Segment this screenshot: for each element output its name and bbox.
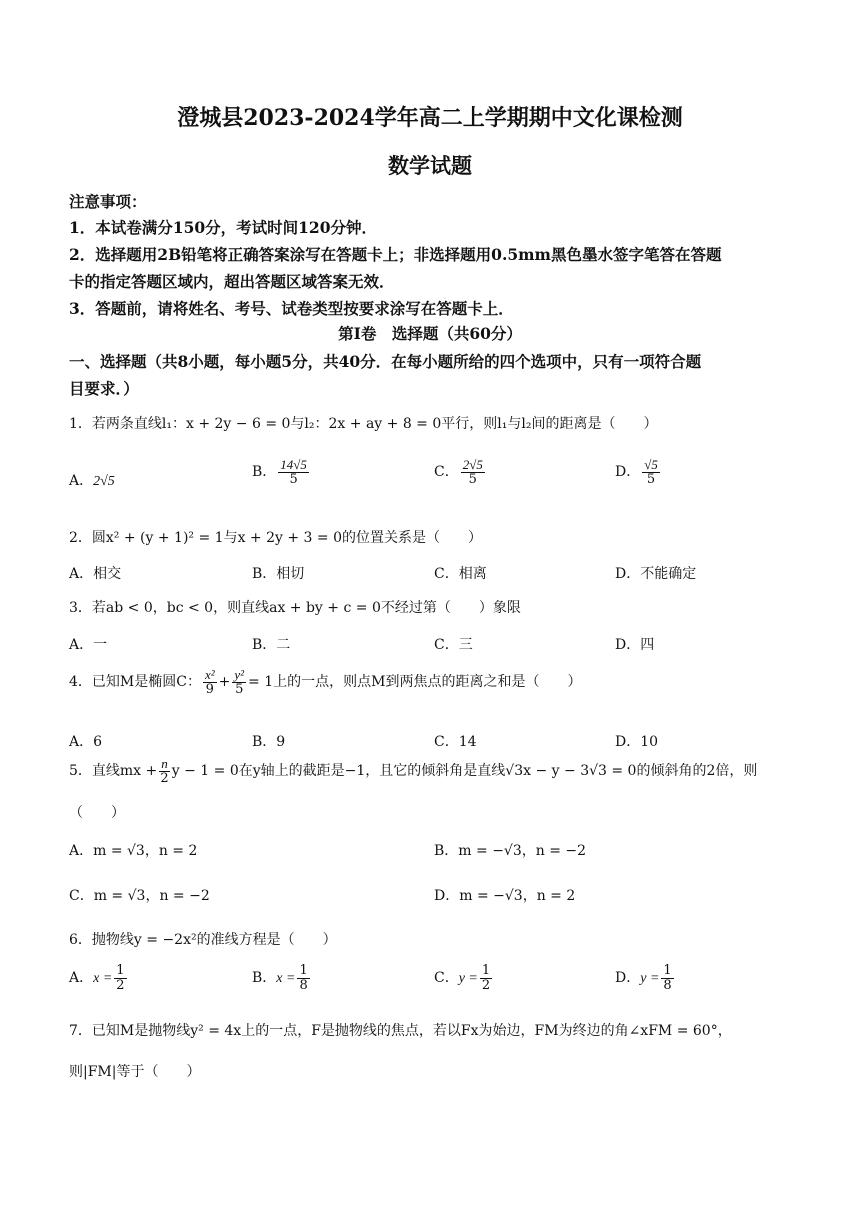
question-5-text xyxy=(69,757,757,785)
q4-suffix: = 1上的一点，则点M到两焦点的距离之和是（ ） xyxy=(248,674,582,691)
exam-subtitle: 数学试题 xyxy=(388,153,472,178)
q4-fraction-y xyxy=(232,668,246,696)
q3-option-c: C．三 xyxy=(434,637,473,653)
q5-fraction xyxy=(159,757,170,785)
q2-option-b: B．相切 xyxy=(252,566,305,582)
q6-c-label: C． xyxy=(434,970,459,987)
q6-option-d xyxy=(615,964,676,992)
q6-d-label: D． xyxy=(615,970,641,987)
q1-b-num: 14√5 xyxy=(280,457,307,472)
q4-f1-num: x² xyxy=(204,667,215,682)
q4-option-c: C．14 xyxy=(434,734,477,750)
section-instructions-1: 一、选择题（共8小题，每小题5分，共40分．在每小题所给的四个选项中，只有一项符合题 xyxy=(69,352,702,371)
q1-c-num: 2√5 xyxy=(462,457,483,472)
q1-d-den: 5 xyxy=(646,471,656,487)
note-item-3: 3．答题前，请将姓名、考号、试卷类型按要求涂写在答题卡上． xyxy=(69,299,514,318)
q2-option-a: A．相交 xyxy=(69,566,122,582)
q3-option-b: B．二 xyxy=(252,637,291,653)
q4-plus: + xyxy=(218,674,231,691)
q6-a-var: x = xyxy=(93,971,113,987)
question-1-text: 1．若两条直线l₁：x + 2y − 6 = 0与l₂：2x + ay + 8 = 0平行，则l₁与l₂间的距离是（ ） xyxy=(69,416,658,432)
q6-c-var: y = xyxy=(458,971,478,987)
question-7-text-cont: 则|FM|等于（ ） xyxy=(69,1064,201,1080)
note-item-2: 2．选择题用2B铅笔将正确答案涂写在答题卡上；非选择题用0.5mm黑色墨水签字笔答在答题 xyxy=(69,245,722,264)
q5-option-d: D．m = −√3，n = 2 xyxy=(434,888,576,904)
q4-f1-den: 9 xyxy=(205,681,214,697)
q6-a-label: A． xyxy=(69,970,94,987)
q6-a-num: 1 xyxy=(116,963,125,978)
question-7-text: 7．已知M是抛物线y² = 4x上的一点，F是抛物线的焦点，若以Fx为始边，FM为终边的角∠xFM = 60°， xyxy=(69,1023,732,1039)
question-4-text xyxy=(69,668,581,696)
q6-d-fraction xyxy=(661,964,673,992)
q6-b-den: 8 xyxy=(299,977,308,993)
q5-paren: （ ） xyxy=(69,805,125,821)
q6-option-b xyxy=(252,964,312,992)
section-instructions-2: 目要求．） xyxy=(69,379,139,398)
q1-option-c xyxy=(434,458,487,486)
q2-option-d: D．不能确定 xyxy=(615,566,697,582)
q5-f-den: 2 xyxy=(160,770,169,786)
q4-option-d: D．10 xyxy=(615,734,659,750)
q6-a-den: 2 xyxy=(116,977,125,993)
q6-a-fraction xyxy=(114,964,126,992)
q6-b-label: B． xyxy=(252,970,277,987)
q4-option-a: A．6 xyxy=(69,734,103,750)
q1-d-label: D． xyxy=(615,464,641,481)
q1-a-value: 2√5 xyxy=(93,474,115,489)
q6-option-c xyxy=(434,964,494,992)
q1-c-fraction xyxy=(461,458,485,486)
q6-d-num: 1 xyxy=(663,963,672,978)
q3-option-a: A．一 xyxy=(69,637,108,653)
q4-f2-num: y² xyxy=(234,667,245,682)
q6-c-num: 1 xyxy=(481,963,491,978)
question-2-text: 2．圆x² + (y + 1)² = 1与x + 2y + 3 = 0的位置关系是（ ） xyxy=(69,530,482,546)
q4-prefix: 4．已知M是椭圆C： xyxy=(69,674,201,691)
note-item-1: 1．本试卷满分150分，考试时间120分钟． xyxy=(69,218,377,237)
q1-b-label: B． xyxy=(252,464,277,481)
q5-option-c: C．m = √3，n = −2 xyxy=(69,888,210,904)
exam-title: 澄城县2023-2024学年高二上学期期中文化课检测 xyxy=(177,105,683,131)
q6-c-den: 2 xyxy=(481,977,491,993)
q1-option-a xyxy=(69,470,115,490)
q5-prefix: 5．直线mx + xyxy=(69,763,158,780)
q6-b-num: 1 xyxy=(299,963,308,978)
note-item-2-cont: 卡的指定答题区域内，超出答题区域答案无效． xyxy=(69,272,395,291)
notes-heading: 注意事项： xyxy=(69,192,147,211)
q6-c-fraction xyxy=(480,964,492,992)
q6-b-var: x = xyxy=(276,971,296,987)
q1-b-fraction xyxy=(278,458,309,486)
q1-b-den: 5 xyxy=(289,471,298,487)
q6-option-a xyxy=(69,964,129,992)
q1-d-fraction xyxy=(642,458,660,486)
q4-fraction-x xyxy=(203,668,217,696)
q2-option-c: C．相离 xyxy=(434,566,487,582)
q1-option-d xyxy=(615,458,662,486)
q5-f-num: n xyxy=(161,756,168,771)
q1-d-num: √5 xyxy=(644,457,658,472)
q6-d-var: y = xyxy=(640,971,660,987)
q1-a-label: A． xyxy=(69,473,94,489)
q1-option-b xyxy=(252,458,311,486)
q1-c-den: 5 xyxy=(468,471,477,487)
question-3-text: 3．若ab < 0，bc < 0，则直线ax + by + c = 0不经过第（ ）象限 xyxy=(69,600,521,616)
section-title: 第Ⅰ卷 选择题（共60分） xyxy=(338,324,522,343)
q1-c-label: C． xyxy=(434,464,459,481)
q5-suffix: y − 1 = 0在y轴上的截距是−1，且它的倾斜角是直线√3x − y − 3√3 = 0的倾斜角的2倍，则 xyxy=(171,763,758,780)
q4-option-b: B．9 xyxy=(252,734,286,750)
q3-option-d: D．四 xyxy=(615,637,655,653)
q6-b-fraction xyxy=(297,964,309,992)
q5-option-a: A．m = √3，n = 2 xyxy=(69,843,198,859)
question-6-text: 6．抛物线y = −2x²的准线方程是（ ） xyxy=(69,932,337,948)
q4-f2-den: 5 xyxy=(235,681,244,697)
q6-d-den: 8 xyxy=(663,977,672,993)
q5-option-b: B．m = −√3，n = −2 xyxy=(434,843,587,859)
